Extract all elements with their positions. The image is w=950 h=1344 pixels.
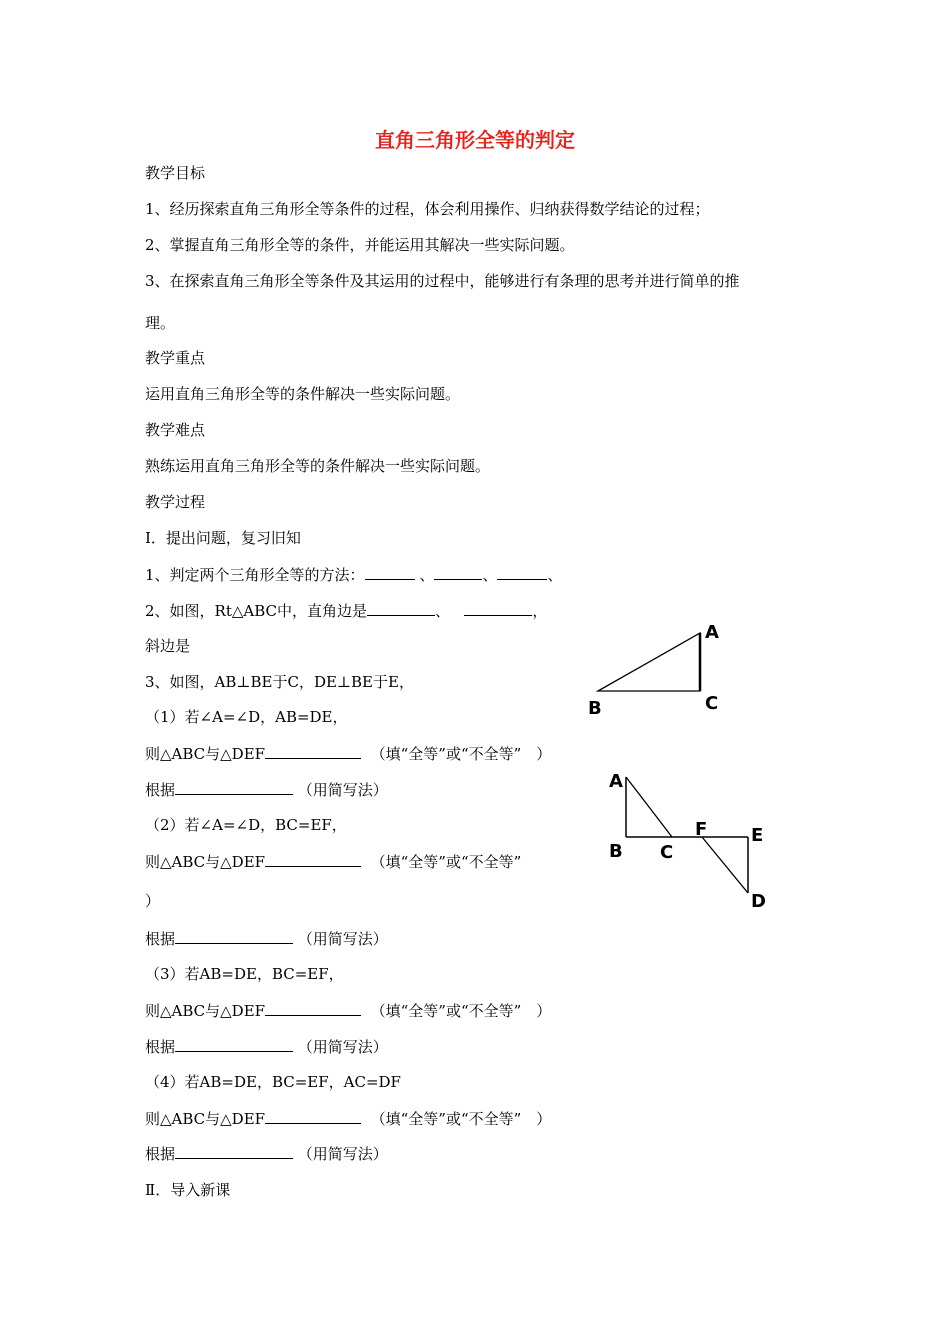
key-points-text: 运用直角三角形全等的条件解决一些实际问题。 (145, 385, 461, 403)
answer-blank[interactable] (175, 779, 293, 795)
conclusion-text: 则△ABC与△DEF (145, 1110, 266, 1128)
question-2-text: 2、如图，Rt△ABC中，直角边是 (145, 602, 368, 620)
figure-right-triangle-abc (580, 615, 730, 724)
answer-blank[interactable] (434, 564, 482, 580)
basis-label: 根据 (145, 781, 176, 799)
question-3: 3、如图，AB⊥BE于C，DE⊥BE于E， (145, 673, 414, 691)
difficulties-text: 熟练运用直角三角形全等的条件解决一些实际问题。 (145, 457, 491, 475)
case-4: （4）若AB=DE，BC=EF，AC=DF (145, 1073, 401, 1091)
basis-hint: （用简写法） (297, 781, 388, 799)
answer-blank[interactable] (265, 1000, 361, 1016)
case-3: （3）若AB=DE，BC=EF， (145, 965, 344, 983)
basis-label: 根据 (145, 1038, 176, 1056)
label-c: C (705, 693, 719, 714)
question-1-text: 1、判定两个三角形全等的方法： (145, 566, 365, 584)
label-e: E (751, 825, 764, 846)
case-3-conclusion (145, 1000, 551, 1021)
basis-label: 根据 (145, 1145, 176, 1163)
label-d: D (751, 891, 766, 912)
answer-blank[interactable] (497, 564, 547, 580)
fill-hint: （填“全等”或“不全等” ） (370, 1110, 552, 1128)
basis-label: 根据 (145, 930, 176, 948)
answer-blank[interactable] (265, 851, 361, 867)
separator: 、 (482, 566, 498, 584)
case-4-conclusion (145, 1108, 551, 1129)
conclusion-text: 则△ABC与△DEF (145, 1002, 266, 1020)
side-ac (626, 777, 672, 837)
basis-hint: （用简写法） (297, 930, 388, 948)
case-3-basis (145, 1036, 388, 1057)
answer-blank[interactable] (265, 1108, 361, 1124)
fill-hint: （填“全等”或“不全等” ） (370, 745, 552, 763)
case-2-close-paren: ） (145, 892, 161, 910)
basis-hint: （用简写法） (297, 1038, 388, 1056)
difficulties-heading: 教学难点 (145, 421, 206, 439)
answer-blank[interactable] (175, 928, 293, 944)
goals-heading: 教学目标 (145, 164, 206, 182)
answer-blank[interactable] (265, 743, 361, 759)
fill-hint: （填“全等”或“不全等” ） (370, 1002, 552, 1020)
case-1-basis (145, 779, 388, 800)
fill-hint: （填“全等”或“不全等” (370, 853, 522, 871)
case-4-basis (145, 1143, 388, 1164)
case-2: （2）若∠A=∠D，BC=EF， (145, 816, 347, 834)
separator: 、 (547, 566, 563, 584)
case-1-conclusion (145, 743, 551, 764)
conclusion-text: 则△ABC与△DEF (145, 745, 266, 763)
answer-blank[interactable] (367, 600, 435, 616)
goal-2: 2、掌握直角三角形全等的条件，并能运用其解决一些实际问题。 (145, 236, 575, 254)
key-points-heading: 教学重点 (145, 349, 206, 367)
question-2 (145, 600, 547, 621)
case-2-conclusion (145, 851, 521, 872)
label-a: A (705, 622, 719, 643)
triangle-abc (598, 633, 700, 691)
side-df (702, 837, 748, 893)
goal-3: 3、在探索直角三角形全等条件及其运用的过程中，能够进行有条理的思考并进行简单的推 (145, 272, 740, 290)
label-a: A (609, 771, 623, 792)
answer-blank[interactable] (365, 564, 415, 580)
question-1 (145, 564, 562, 585)
case-1: （1）若∠A=∠D，AB=DE， (145, 708, 348, 726)
goal-3-continued: 理。 (145, 314, 176, 332)
label-f: F (695, 819, 708, 840)
label-b: B (609, 841, 623, 862)
part-1-heading: Ⅰ．提出问题，复习旧知 (145, 529, 301, 547)
part-2-heading: Ⅱ．导入新课 (145, 1181, 231, 1199)
page-title: 直角三角形全等的判定 (375, 128, 575, 152)
basis-hint: （用简写法） (297, 1145, 388, 1163)
case-2-basis (145, 928, 388, 949)
separator: 、 (419, 566, 435, 584)
separator: 、 (435, 602, 451, 620)
label-b: B (588, 698, 602, 719)
question-2-hypotenuse: 斜边是 (145, 637, 191, 655)
process-heading: 教学过程 (145, 493, 206, 511)
separator: ， (532, 602, 548, 620)
answer-blank[interactable] (464, 600, 532, 616)
answer-blank[interactable] (175, 1143, 293, 1159)
answer-blank[interactable] (175, 1036, 293, 1052)
conclusion-text: 则△ABC与△DEF (145, 853, 266, 871)
label-c: C (660, 842, 674, 863)
goal-1: 1、经历探索直角三角形全等条件的过程，体会利用操作、归纳获得数学结论的过程； (145, 200, 710, 218)
figure-two-triangles (600, 765, 780, 919)
